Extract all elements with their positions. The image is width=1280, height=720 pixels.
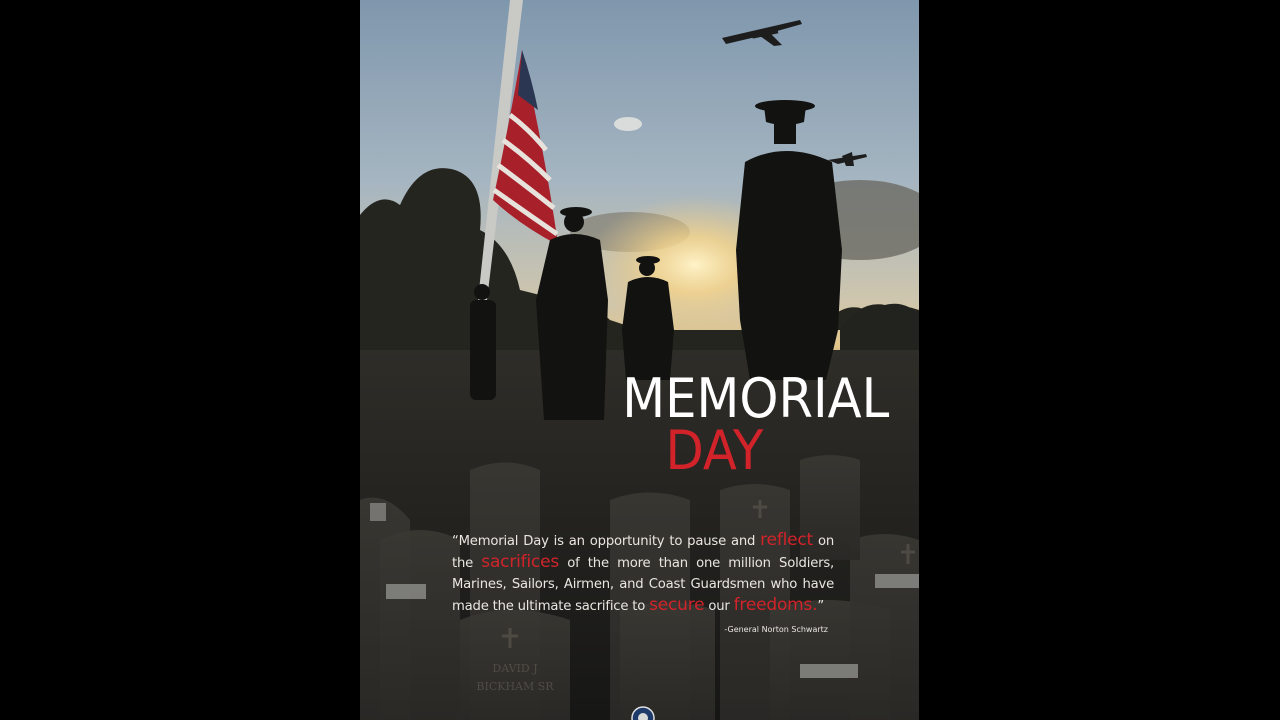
quote-close: ” (817, 599, 825, 614)
seal-icon (631, 706, 655, 720)
title-day: DAY (665, 419, 763, 482)
stone-tag (370, 503, 386, 521)
stone-tag (875, 574, 919, 588)
title-memorial: MEMORIAL (621, 367, 889, 430)
cloud (614, 117, 642, 131)
quote-highlight-freedoms: freedoms. (733, 595, 818, 615)
headstone-name-line2: BICKHAM SR (476, 680, 554, 693)
headstone-name-line1: DAVID J (492, 662, 538, 675)
quote-highlight-secure: secure (649, 595, 705, 615)
memorial-day-poster (360, 0, 919, 720)
quote-part: is an opportunity to pause and (548, 534, 761, 549)
quote-part: on the (452, 534, 834, 571)
quote-highlight-sacrifices: sacrifices (481, 552, 560, 572)
quote-open: “Memorial Day (452, 534, 549, 549)
quote-highlight-reflect: reflect (760, 530, 813, 550)
quote-text (452, 530, 834, 617)
quote-part: of the more than one million Soldiers, Marines, Sailors, Airmen, and Coast Guardsmen who have made the ultimate sacrifice to (452, 556, 834, 614)
quote-attribution: -General Norton Schwartz (724, 625, 828, 634)
quote-part: our (704, 599, 734, 614)
stone-tag (800, 664, 858, 678)
stone-tag (386, 584, 426, 599)
